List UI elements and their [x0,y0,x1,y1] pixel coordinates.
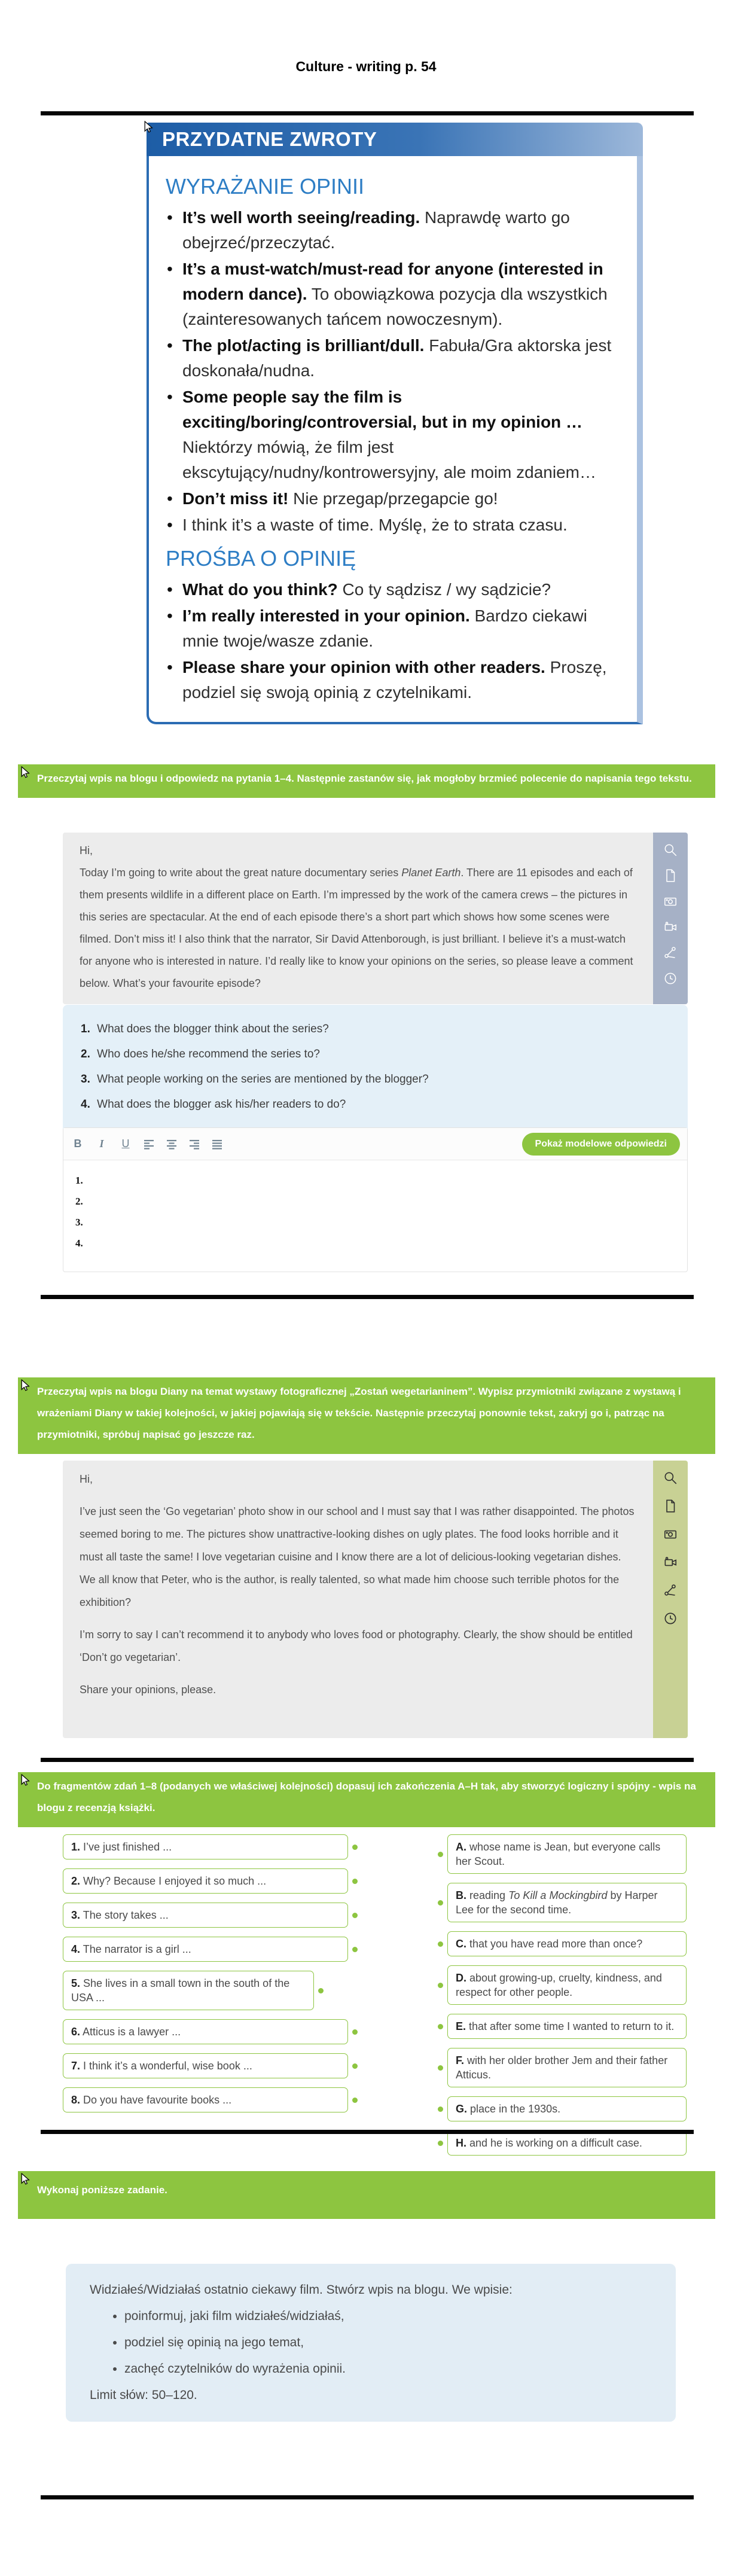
phrase-en: The plot/acting is brilliant/dull. [182,336,425,355]
blog2-greeting: Hi, [80,1473,93,1485]
phrase-pl: Co ty sądzisz / wy sądzicie? [337,580,551,599]
task4-instruction-text: Wykonaj poniższe zadanie. [37,2184,167,2196]
match-row [434,1931,688,1956]
sentence-start-box-8[interactable] [63,2087,348,2112]
opinion-phrase-list [163,205,626,538]
item-label: F. [456,2054,465,2066]
align-right-icon[interactable] [188,1138,201,1151]
blog1-p1-post: . There are 11 episodes and each of them presents wildlife in a different place on Earth. I’m impressed by the work of the camera crews – the pictures in this series are spectacular. At the end of each episode there’s a short part which shows how some scenes were filmed. Don’t miss it! I also think that the narrator, Sir David Attenborough, is just brilliant. I believe it’s a must-watch for anyone who is interested in nature. I’d really like to know your opinions on the series, so please leave a comment below. What’s your favourite episode? [80,867,633,989]
match-row [434,1834,688,1874]
blog2-paragraph3: Share your opinions, please. [80,1684,216,1696]
match-row [434,2130,688,2156]
final-task-intro: Widziałeś/Widziałaś ostatnio ciekawy film. Stwórz wpis na blogu. We wpisie: [90,2283,513,2297]
section-divider [41,111,694,115]
item-label: 7. [71,2060,81,2072]
question-number: 2. [81,1048,90,1060]
match-row [434,1883,688,1922]
match-row [63,1834,362,1859]
share-icon[interactable] [663,1583,678,1598]
item-text: Why? Because I enjoyed it so much ... [83,1875,267,1887]
question-text: Who does he/she recommend the series to? [97,1048,320,1060]
match-row [63,1971,362,2010]
phrases-header-label: PRZYDATNE ZWROTY [162,128,377,150]
sentence-ending-box-h[interactable] [447,2130,687,2156]
task3-instruction-bar [18,1772,715,1827]
task1-instruction-text: Przeczytaj wpis na blogu i odpowiedz na pytania 1–4. Następnie zastanów się, jak mogłoby brzmieć polecenie do napisania tego tekstu. [37,773,692,784]
phrase-en: It’s well worth seeing/reading. [182,208,420,227]
connector-dot[interactable] [352,2029,358,2035]
sentence-start-box-7[interactable] [63,2053,348,2078]
item-text: The story takes ... [83,1909,169,1921]
video-camera-icon[interactable] [663,1554,678,1570]
blog2-paragraph1: I’ve just seen the ‘Go vegetarian’ photo show in our school and I must say that I was rather disappointed. The photos seemed boring to me. The pictures show unattractive-looking dishes on ugly plates. The food looks horrible and it must all taste the same! I love vegetarian cuisine and I know there are a lot of delicious-looking vegetarian dishes. We all know that Peter, who is the author, is really talented, so what made him choose such terrible photos for the exhibition? [80,1505,635,1608]
match-row [434,2048,688,2087]
opinion-heading: WYRAŻANIE OPINII [166,174,365,199]
match-row [63,1937,362,1962]
question-number: 1. [81,1023,90,1035]
connector-dot[interactable] [352,1845,358,1850]
question-text: What people working on the series are mentioned by the blogger? [97,1073,429,1086]
connector-dot[interactable] [438,2065,443,2071]
page-title: Culture - writing p. 54 [295,59,437,74]
item-label: B. [456,1889,466,1901]
phrase-pl: I think it’s a waste of time. Myślę, że to strata czasu. [182,516,568,534]
item-text: The narrator is a girl ... [83,1943,191,1955]
phrase-item [163,205,626,255]
sentence-start-box-6[interactable] [63,2019,348,2044]
mouse-cursor-icon [19,1774,32,1788]
connector-dot[interactable] [438,1900,443,1906]
blog1-greeting: Hi, [80,845,93,856]
task4-instruction-bar [18,2171,715,2219]
connector-dot[interactable] [438,1941,443,1947]
phrase-item [163,257,626,332]
match-row [434,2096,688,2121]
section-divider [41,1758,694,1762]
answer-line[interactable]: 4. [75,1237,83,1249]
phrase-item [163,333,626,383]
phrase-item [163,655,626,705]
question-number: 3. [81,1073,90,1086]
match-row [434,1965,688,2005]
match-row [63,1903,362,1928]
blog1-p1-pre: Today I’m going to write about the great nature documentary series [80,867,402,879]
phrase-en: Some people say the film is exciting/boring/controversial, but in my opinion … [182,388,582,431]
blog1-toolbar [653,833,688,1004]
request-heading: PROŚBA O OPINIĘ [166,546,356,571]
phrase-pl: Proszę, podziel się swoją opinią z czytelnikami. [182,658,607,702]
editor-toolbar [63,1128,687,1160]
final-task-bullet-list [124,2309,652,2376]
connector-dot[interactable] [318,1988,324,1993]
item-text: I’ve just finished ... [83,1841,172,1853]
item-label: D. [456,1972,466,1984]
photo-camera-icon[interactable] [663,1526,678,1542]
item-text: She lives in a small town in the south of the USA ... [71,1977,290,2004]
connector-dot[interactable] [438,1852,443,1857]
item-text: with her older brother Jem and their father Atticus. [456,2054,668,2081]
page-icon[interactable] [663,868,678,883]
task1-instruction-bar [18,764,715,798]
item-label: 6. [71,2026,81,2038]
sentence-endings-column [434,1834,688,2165]
item-text: and he is working on a difficult case. [469,2137,642,2149]
phrase-pl: Nie przegap/przegapcie go! [288,489,498,508]
sentence-start-box-5[interactable] [63,1971,314,2010]
match-row [63,2019,362,2044]
mouse-cursor-icon [142,121,155,135]
item-label: 3. [71,1909,81,1921]
search-icon[interactable] [663,1470,678,1486]
blog2-paragraph2: I’m sorry to say I can’t recommend it to anybody who loves food or photography. Clearly, the show should be entitled ‘Don’t go vegetarian’. [80,1629,633,1663]
align-center-icon[interactable] [165,1138,178,1151]
page-icon[interactable] [663,1498,678,1514]
blog2-text [63,1461,653,1738]
phrase-en: I’m really interested in your opinion. [182,606,470,625]
clock-icon[interactable] [663,1611,678,1626]
blog1-text [63,833,653,1004]
item-text: reading [469,1889,509,1901]
item-label: C. [456,1938,466,1950]
align-left-icon[interactable] [142,1138,155,1151]
useful-phrases-box [147,123,643,724]
item-text: Atticus is a lawyer ... [83,2026,181,2038]
phrase-pl: To obowiązkowa pozycja dla wszystkich (zainteresowanych tańcem nowoczesnym). [182,285,608,328]
sentence-start-box-2[interactable] [63,1868,348,1894]
item-label: H. [456,2137,466,2149]
match-row [63,2087,362,2112]
task2-instruction-text: Przeczytaj wpis na blogu Diany na temat wystawy fotograficznej „Zostań wegetarianinem”. Wypisz przymiotniki związane z wystawą i wrażeniami Diany w takiej kolejności, w jakiej pojawiają się w tekście. Następnie przeczytaj ponownie tekst, zakryj go i, patrząc na przymiotniki, spróbuj napisać go jeszcze raz. [37,1386,681,1440]
match-row [63,2053,362,2078]
italic-button[interactable]: I [94,1138,109,1150]
video-camera-icon[interactable] [663,919,678,935]
task2-instruction-bar [18,1377,715,1454]
question-number: 4. [81,1098,90,1111]
sentence-start-box-4[interactable] [63,1937,348,1962]
item-text: Do you have favourite books ... [83,2094,232,2106]
item-label: 2. [71,1875,81,1887]
sentence-start-box-3[interactable] [63,1903,348,1928]
phrase-pl: Fabuła/Gra aktorska jest doskonała/nudna. [182,336,612,380]
sentence-ending-box-g[interactable] [447,2096,687,2121]
sentence-ending-box-f[interactable] [447,2048,687,2087]
match-row [434,2014,688,2039]
phrase-pl: Bardzo ciekawi mnie twoje/wasze zdanie. [182,606,587,650]
connector-dot[interactable] [438,2141,443,2146]
item-label: 4. [71,1943,81,1955]
item-label: G. [456,2103,468,2115]
phrases-body [147,156,643,724]
item-text: by Harper Lee for the second time. [456,1889,658,1916]
connector-dot[interactable] [438,1983,443,1988]
mouse-cursor-icon [19,2173,32,2187]
blog1-series-title: Planet Earth [401,867,461,879]
section-divider [41,2495,694,2499]
question-item [81,1022,670,1037]
phrase-item [163,603,626,654]
show-model-answers-button[interactable]: Pokaż modelowe odpowiedzi [522,1133,680,1156]
item-text: whose name is Jean, but everyone calls her Scout. [456,1841,661,1867]
question-text: What does the blogger think about the series? [97,1023,329,1035]
final-task-bullet: • podziel się opinią na jego temat, [124,2336,652,2350]
question-item [81,1072,670,1087]
share-icon[interactable] [663,945,678,961]
phrase-item [163,577,626,602]
blog2-toolbar [653,1461,688,1738]
bold-button[interactable]: B [71,1138,85,1150]
phrases-header [147,123,643,156]
search-icon[interactable] [663,842,678,858]
item-label: E. [456,2020,466,2032]
book-title: To Kill a Mockingbird [508,1889,608,1901]
question-text: What does the blogger ask his/her readers to do? [97,1098,346,1111]
phrase-en: It’s a must-watch/must-read for anyone (interested in modern dance). [182,260,603,303]
item-text: place in the 1930s. [470,2103,561,2115]
sentence-starts-column [63,1834,362,2165]
phrase-en: What do you think? [182,580,338,599]
connector-dot[interactable] [352,2063,358,2069]
photo-camera-icon[interactable] [663,894,678,909]
connector-dot[interactable] [438,2024,443,2029]
blog-post-go-vegetarian [63,1461,688,1738]
blog1-paragraph [80,862,638,995]
section-divider [41,2130,694,2134]
connector-dot[interactable] [438,2106,443,2112]
item-text: about growing-up, cruelty, kindness, and respect for other people. [456,1972,662,1998]
item-label: 8. [71,2094,81,2106]
section-divider [41,1295,694,1299]
sentence-ending-box-d[interactable] [447,1965,687,2005]
request-phrase-list [163,577,626,705]
question-item [81,1047,670,1062]
item-label: 5. [71,1977,81,1989]
questions-box [63,1005,688,1134]
answer-line[interactable]: 3. [75,1217,83,1228]
phrase-pl: Niektórzy mówią, że film jest ekscytujący/nudny/kontrowersyjny, ale moim zdaniem… [182,438,596,481]
sentence-ending-box-e[interactable] [447,2014,687,2039]
phrase-item [163,385,626,485]
matching-exercise [63,1834,688,2165]
connector-dot[interactable] [352,1947,358,1952]
answer-input-area[interactable] [63,1160,687,1272]
phrase-item [163,513,626,538]
sentence-ending-box-a[interactable] [447,1834,687,1874]
connector-dot[interactable] [352,2098,358,2103]
connector-dot[interactable] [352,1879,358,1884]
item-label: 1. [71,1841,81,1853]
item-text: I think it’s a wonderful, wise book ... [83,2060,252,2072]
answer-line[interactable]: 1. [75,1175,83,1186]
phrase-pl: Naprawdę warto go obejrzeć/przeczytać. [182,208,570,252]
final-task-bullet: • poinformuj, jaki film widziałeś/widziałaś, [124,2309,652,2324]
justify-icon[interactable] [211,1138,224,1151]
final-task-box [66,2264,676,2422]
underline-button[interactable]: U [118,1138,133,1150]
sentence-start-box-1[interactable] [63,1834,348,1859]
item-text: that you have read more than once? [469,1938,643,1950]
item-text: that after some time I wanted to return to it. [469,2020,675,2032]
sentence-ending-box-c[interactable] [447,1931,687,1956]
question-item [81,1097,670,1112]
answer-editor [63,1127,688,1272]
blog-post-planet-earth [63,833,688,1004]
phrase-item [163,486,626,511]
final-task-bullet: • zachęć czytelników do wyrażenia opinii. [124,2362,652,2376]
mouse-cursor-icon [19,1379,32,1393]
phrase-en: Please share your opinion with other readers. [182,658,545,676]
sentence-ending-box-b[interactable] [447,1883,687,1922]
phrase-en: Don’t miss it! [182,489,289,508]
word-limit-text: Limit słów: 50–120. [90,2388,197,2402]
connector-dot[interactable] [352,1913,358,1918]
task3-instruction-text: Do fragmentów zdań 1–8 (podanych we właściwej kolejności) dopasuj ich zakończenia A–H tak, aby stworzyć logiczny i spójny - wpis na blogu z recenzją książki. [37,1781,696,1813]
answer-line[interactable]: 2. [75,1196,83,1207]
match-row [63,1868,362,1894]
clock-icon[interactable] [663,971,678,986]
item-label: A. [456,1841,466,1853]
mouse-cursor-icon [19,766,32,780]
